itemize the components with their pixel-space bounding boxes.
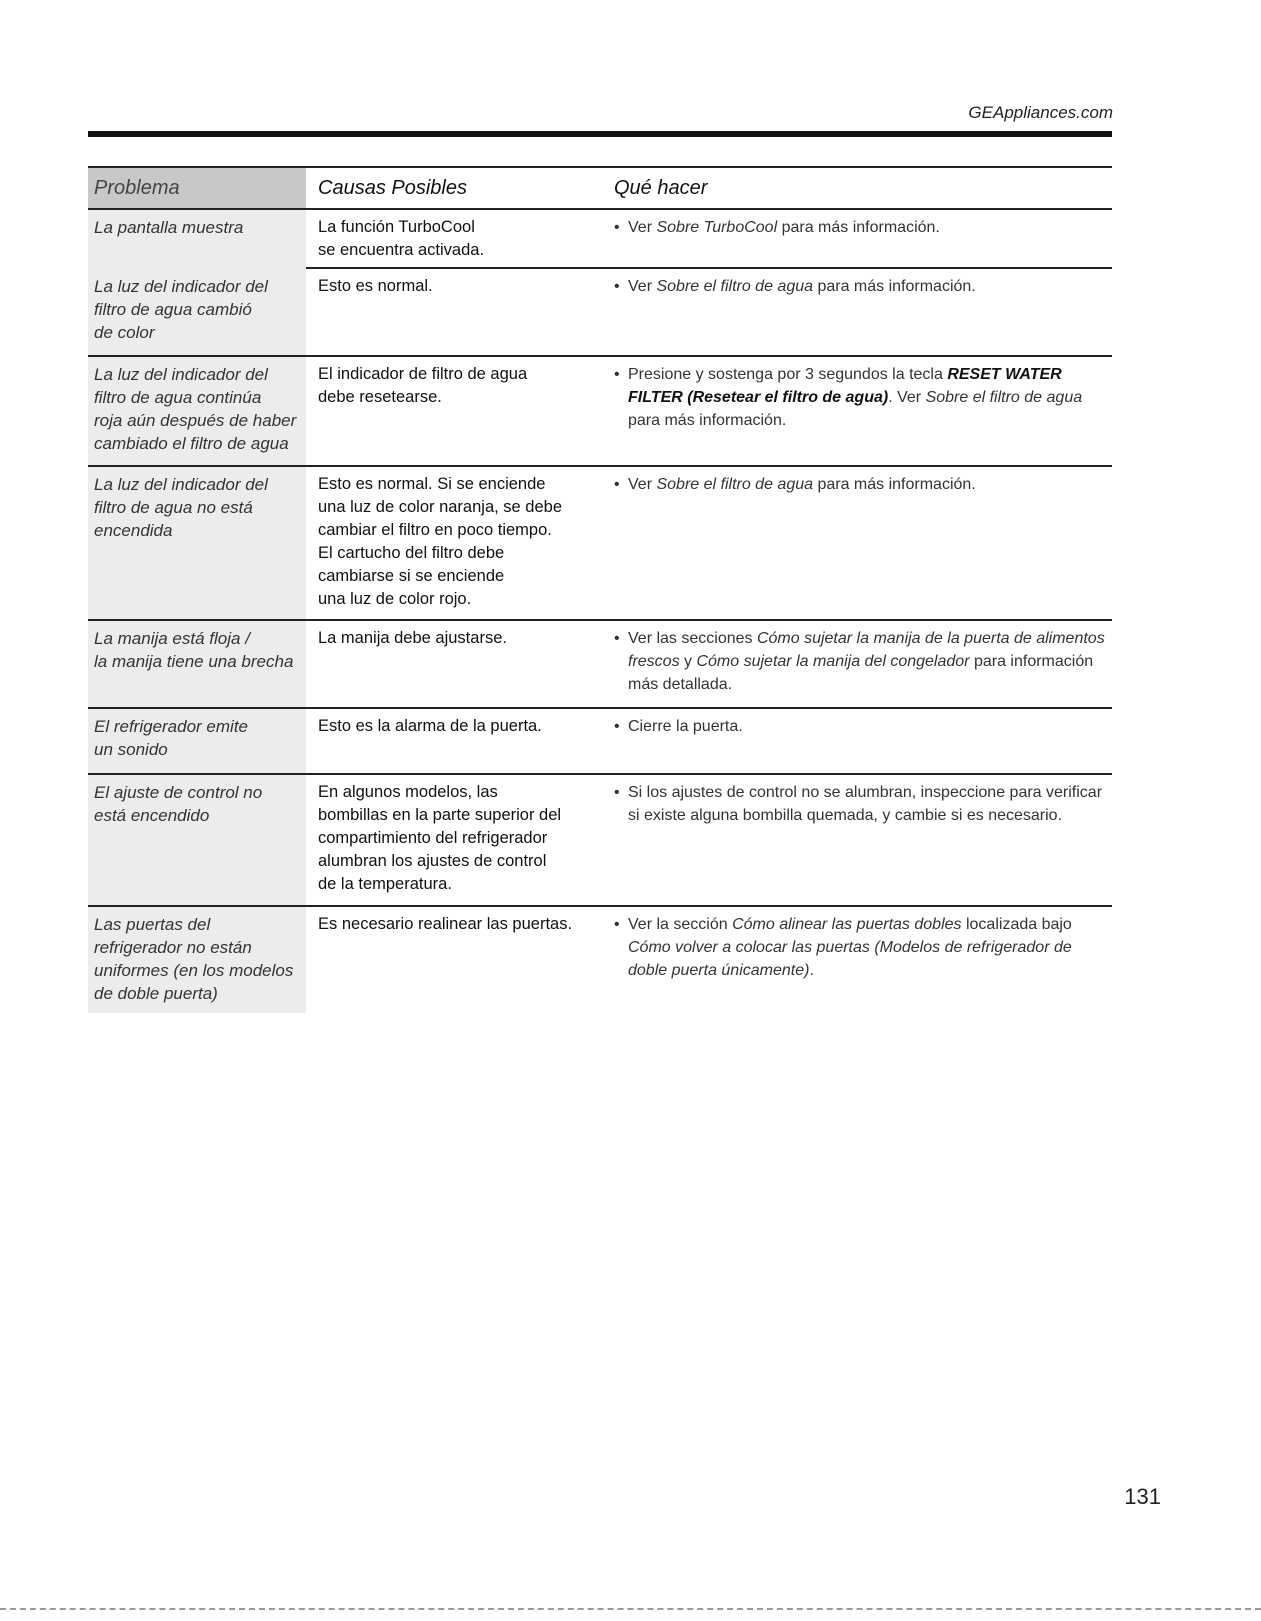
problem-line: uniformes (en los modelos bbox=[94, 961, 294, 980]
problem-line: La luz del indicador del bbox=[94, 277, 268, 296]
bullet-icon: • bbox=[614, 630, 620, 647]
problem-line: encendida bbox=[94, 521, 173, 540]
cause-line: Esto es normal. Si se enciende bbox=[318, 475, 546, 493]
problem-line: La luz del indicador del bbox=[94, 365, 268, 384]
problem-line: Las puertas del bbox=[94, 915, 211, 934]
todo-text: Ver Sobre el filtro de agua para más información. bbox=[628, 476, 976, 493]
problem-line: cambiado el filtro de agua bbox=[94, 434, 289, 453]
problem-line: de doble puerta) bbox=[94, 984, 218, 1003]
cause-cell bbox=[306, 467, 602, 619]
cause-line: bombillas en la parte superior del bbox=[318, 806, 562, 824]
problem-cell bbox=[88, 709, 306, 773]
cause-line: La manija debe ajustarse. bbox=[318, 629, 507, 647]
problem-line: la manija tiene una brecha bbox=[94, 652, 294, 671]
problem-line: un sonido bbox=[94, 740, 168, 759]
problem-cell bbox=[88, 269, 306, 355]
table-row bbox=[88, 467, 1112, 621]
todo-cell bbox=[602, 621, 1112, 707]
bullet-icon: • bbox=[614, 476, 620, 493]
cause-cell bbox=[306, 709, 602, 773]
bullet-icon: • bbox=[614, 784, 620, 801]
table-row bbox=[88, 621, 1112, 709]
cause-line: cambiarse si se enciende bbox=[318, 567, 505, 585]
table-row bbox=[88, 907, 1112, 1011]
problem-cell bbox=[88, 357, 306, 465]
todo-cell bbox=[602, 357, 1112, 465]
cause-cell bbox=[306, 907, 602, 1013]
cause-line: Esto es la alarma de la puerta. bbox=[318, 717, 542, 735]
cause-line: cambiar el filtro en poco tiempo. bbox=[318, 521, 552, 539]
todo-cell bbox=[602, 907, 1112, 1013]
cause-line: El indicador de filtro de agua bbox=[318, 365, 528, 383]
problem-line: filtro de agua cambió bbox=[94, 300, 252, 319]
cause-line: alumbran los ajustes de control bbox=[318, 852, 547, 870]
todo-text: Ver las secciones Cómo sujetar la manija de la puerta de alimentos frescos y Cómo sujetar la manija del congelador para información más detallada. bbox=[628, 630, 1105, 693]
todo-text: Presione y sostenga por 3 segundos la tecla RESET WATER FILTER (Resetear el filtro de agua). Ver Sobre el filtro de agua para más información. bbox=[628, 366, 1083, 429]
header-causes: Causas Posibles bbox=[318, 176, 467, 199]
todo-text: Ver Sobre TurboCool para más información. bbox=[628, 219, 940, 236]
problem-cell bbox=[88, 467, 306, 619]
problem-cell bbox=[88, 907, 306, 1013]
troubleshooting-table bbox=[88, 166, 1112, 1011]
cause-line: se encuentra activada. bbox=[318, 241, 485, 259]
cause-line: Es necesario realinear las puertas. bbox=[318, 915, 573, 933]
problem-line: La luz del indicador del bbox=[94, 475, 268, 494]
problem-line: de color bbox=[94, 323, 155, 342]
todo-text: Si los ajustes de control no se alumbran, inspeccione para verificar si existe alguna bombilla quemada, y cambie si es necesario. bbox=[628, 784, 1103, 824]
bullet-icon: • bbox=[614, 366, 620, 383]
problem-line: El ajuste de control no bbox=[94, 783, 263, 802]
header-todo: Qué hacer bbox=[614, 176, 708, 199]
problem-line: roja aún después de haber bbox=[94, 411, 297, 430]
cause-cell bbox=[306, 621, 602, 707]
todo-cell bbox=[602, 467, 1112, 619]
problem-line: está encendido bbox=[94, 806, 210, 825]
todo-text: Ver la sección Cómo alinear las puertas dobles localizada bajo Cómo volver a colocar las puertas (Modelos de refrigerador de doble puerta únicamente). bbox=[628, 916, 1072, 979]
todo-cell bbox=[602, 210, 1112, 270]
cause-line: El cartucho del filtro debe bbox=[318, 544, 505, 562]
cause-line: de la temperatura. bbox=[318, 875, 452, 893]
bullet-icon: • bbox=[614, 916, 620, 933]
bullet-icon: • bbox=[614, 219, 620, 236]
cause-cell bbox=[306, 210, 602, 270]
todo-text: Cierre la puerta. bbox=[628, 718, 743, 735]
table-row bbox=[88, 709, 1112, 775]
problem-line: La pantalla muestra bbox=[94, 218, 244, 237]
cause-line: una luz de color rojo. bbox=[318, 590, 472, 608]
table-header bbox=[88, 166, 1112, 210]
cause-line: una luz de color naranja, se debe bbox=[318, 498, 563, 516]
cause-line: La función TurboCool bbox=[318, 218, 475, 236]
problem-cell bbox=[88, 210, 306, 270]
problem-line: refrigerador no están bbox=[94, 938, 252, 957]
header-rule bbox=[88, 131, 1112, 137]
cause-cell bbox=[306, 269, 602, 355]
todo-text: Ver Sobre el filtro de agua para más información. bbox=[628, 278, 976, 295]
todo-cell bbox=[602, 269, 1112, 355]
cause-line: compartimiento del refrigerador bbox=[318, 829, 548, 847]
todo-cell bbox=[602, 775, 1112, 905]
cause-line: En algunos modelos, las bbox=[318, 783, 498, 801]
problem-line: La manija está floja / bbox=[94, 629, 250, 648]
header-problem: Problema bbox=[88, 168, 306, 208]
table-row bbox=[88, 775, 1112, 907]
site-url: GEAppliances.com bbox=[968, 103, 1113, 122]
cause-line: debe resetearse. bbox=[318, 388, 442, 406]
table-row bbox=[88, 357, 1112, 467]
problem-cell bbox=[88, 621, 306, 707]
problem-line: filtro de agua continúa bbox=[94, 388, 262, 407]
problem-cell bbox=[88, 775, 306, 905]
table-row bbox=[88, 210, 1112, 269]
cause-line: Esto es normal. bbox=[318, 277, 433, 295]
table-row bbox=[88, 269, 1112, 357]
bullet-icon: • bbox=[614, 718, 620, 735]
problem-line: filtro de agua no está bbox=[94, 498, 253, 517]
bullet-icon: • bbox=[614, 278, 620, 295]
cause-cell bbox=[306, 775, 602, 905]
todo-cell bbox=[602, 709, 1112, 773]
page-number: 131 bbox=[1124, 1484, 1161, 1509]
problem-line: El refrigerador emite bbox=[94, 717, 249, 736]
cause-cell bbox=[306, 357, 602, 465]
page-edge-divider bbox=[0, 1608, 1261, 1610]
